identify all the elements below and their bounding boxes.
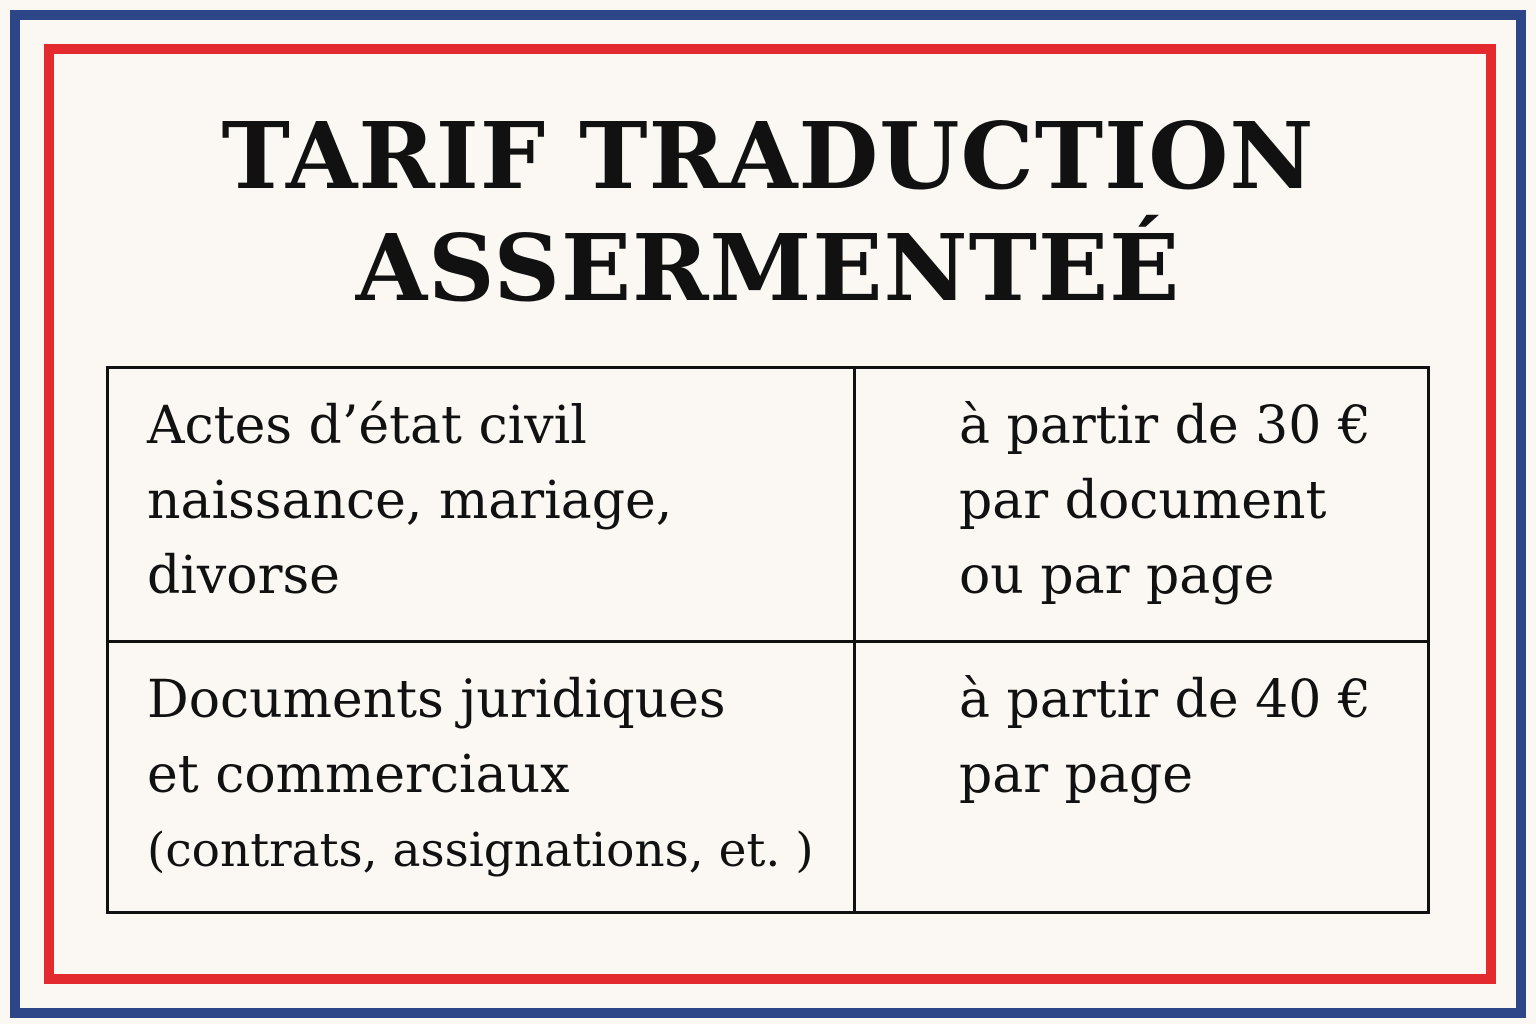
service-line: divorse xyxy=(147,546,340,606)
price-line: ou par page xyxy=(959,546,1275,606)
service-line: et commerciaux xyxy=(147,745,570,805)
service-line: Actes d’état civil xyxy=(147,396,587,456)
title-line-2: ASSERMENTEÉ xyxy=(355,214,1181,322)
title-line-1: TARIF TRADUCTION xyxy=(221,102,1315,210)
price-line: par document xyxy=(959,471,1327,531)
service-line: Documents juridiques xyxy=(147,670,726,730)
price-line: à partir de 40 € xyxy=(959,670,1371,730)
sign-title xyxy=(0,100,1536,324)
table-row xyxy=(108,368,1429,642)
service-cell xyxy=(108,642,855,913)
service-line: naissance, mariage, xyxy=(147,471,673,531)
service-cell xyxy=(108,368,855,642)
price-cell xyxy=(855,642,1429,913)
price-cell xyxy=(855,368,1429,642)
service-note: (contrats, assignations, et. ) xyxy=(147,823,814,878)
price-table xyxy=(106,366,1430,914)
table-row xyxy=(108,642,1429,913)
price-line: à partir de 30 € xyxy=(959,396,1371,456)
price-line: par page xyxy=(959,745,1194,805)
